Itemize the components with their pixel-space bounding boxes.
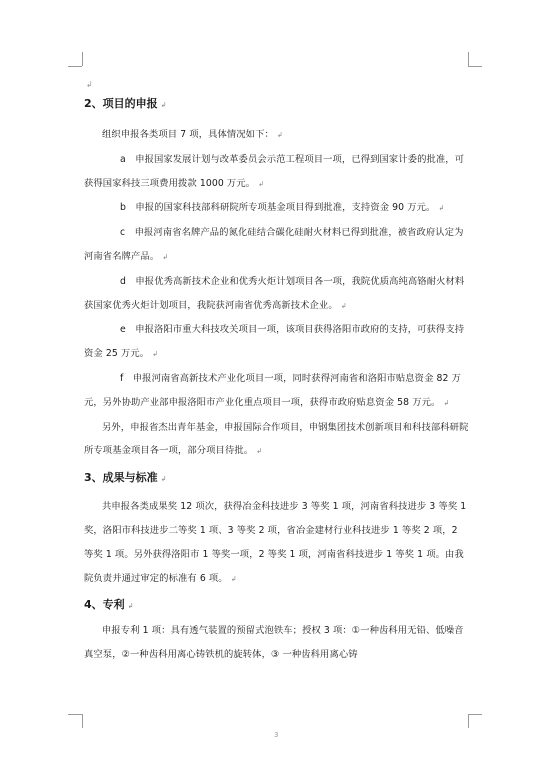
application-item-c: c 申报河南省名牌产品的氮化硅结合碳化硅耐火材料已得到批准，被省政府认定为河南省名牌产品。 ↲ — [84, 227, 464, 262]
application-item-a: a 申报国家发展计划与改革委员会示范工程项目一项，已得到国家计委的批准，可获得国家科技三项费用拨款 1000 万元。 ↲ — [84, 153, 465, 189]
section-heading-achievements: 3、成果与标准 ↲ — [84, 471, 167, 485]
application-item-f: f 申报河南省高新技术产业化项目一项，同时获得河南省和洛阳市贴息资金 82 万元，另外协助产业部申报洛阳市产业化重点项目一项，获得市政府贴息资金 58 万元。 ↲ — [84, 372, 462, 408]
applications-extra: 另外，申报省杰出青年基金，申报国际合作项目，申钢集团技术创新项目和科技部科研院所专项基金项目各一项，部分项目待批。 ↲ — [84, 421, 469, 457]
achievements-body: 共申报各类成果奖 12 项次，获得冶金科技进步 3 等奖 1 项，河南省科技进步 3 等奖 1 奖，洛阳市科技进步二等奖 1 项、3 等奖 2 项，省冶金建材行业科技进步 1 等奖 2 项，2 等奖 1 项。另外获得洛阳市 1 等奖一项，2 等奖 1 项，河南省科技进步 1 等奖 1 项。由我院负责并通过审定的标准有 6 项。 ↲ — [84, 501, 467, 584]
page-number: 3 — [274, 731, 279, 739]
top-paragraph-mark: ↲ — [86, 80, 93, 89]
applications-intro: 组织申报各类项目 7 项，具体情况如下： ↲ — [102, 129, 283, 140]
application-item-d: d 申报优秀高新技术企业和优秀火炬计划项目各一项，我院优质高纯高铬耐火材料获国家优秀火炬计划项目，我院获河南省优秀高新技术企业。 ↲ — [84, 275, 465, 311]
section-heading-patents: 4、专利 ↲ — [84, 598, 134, 612]
section-heading-applications: 2、项目的申报 ↲ — [84, 97, 167, 110]
application-item-e: e 申报洛阳市重大科技攻关项目一项，该项目获得洛阳市政府的支持，可获得支持资金 25 万元。 ↲ — [84, 324, 465, 360]
patents-body: 申报专利 1 项：具有透气装置的预留式泡铁车；授权 3 项：①一种齿科用无铅、低噪音真空泵，②一种齿科用离心铸铁机的旋转体，③ 一种齿科用离心铸 — [84, 625, 464, 661]
application-item-b: b 申报的国家科技部科研院所专项基金项目得到批准，支持资金 90 万元。 ↲ — [120, 202, 445, 214]
document-body — [84, 96, 470, 667]
